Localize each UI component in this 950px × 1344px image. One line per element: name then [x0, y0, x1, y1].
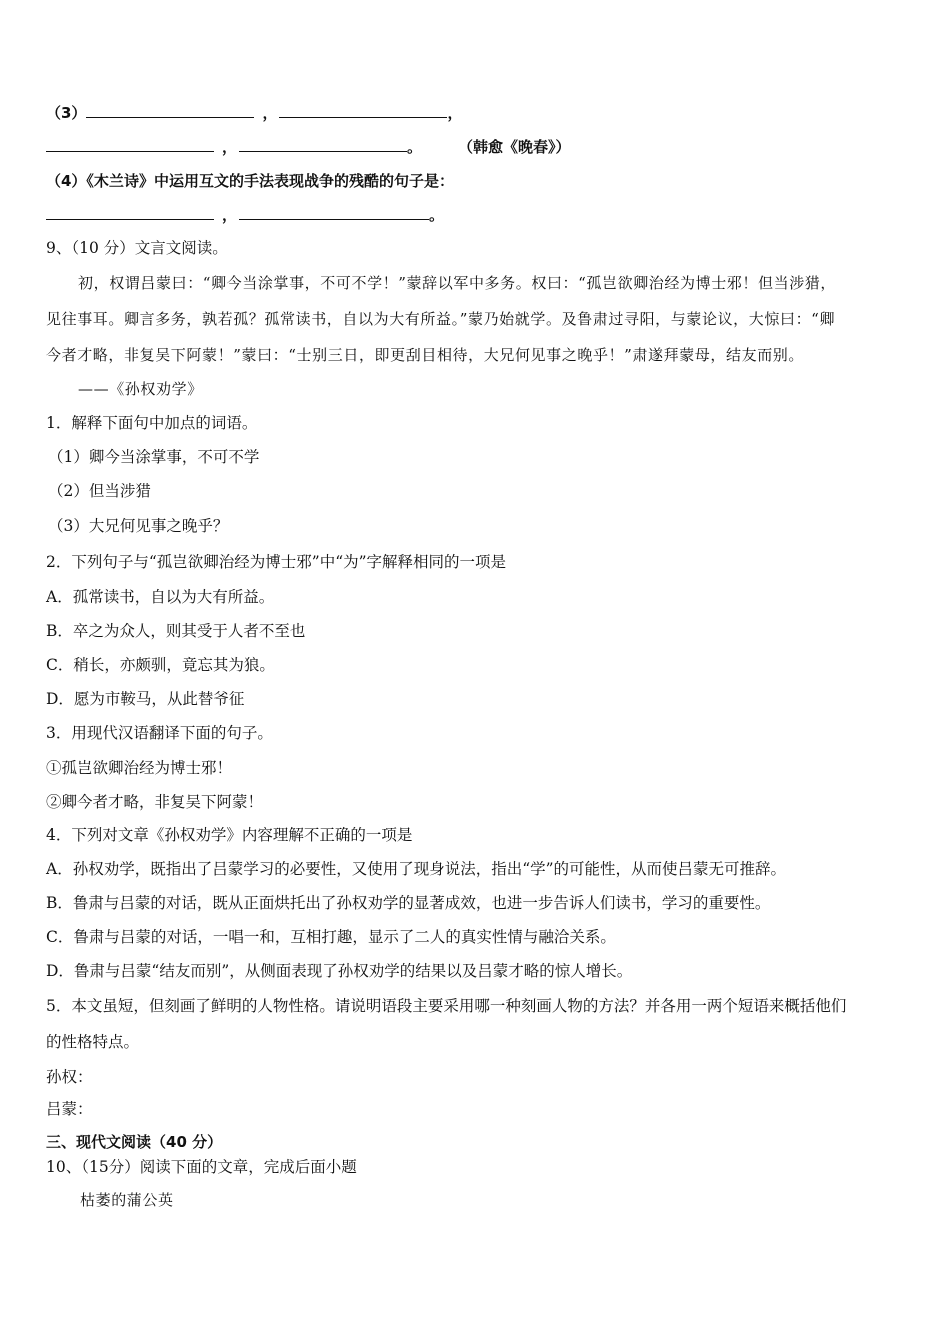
passage-source: ——《孙权劝学》 [78, 380, 203, 398]
q3-separator: ， [262, 104, 278, 122]
question-line: 4．下列对文章《孙权劝学》内容理解不正确的一项是 [46, 826, 413, 844]
question-line: 3．用现代汉语翻译下面的句子。 [46, 724, 273, 742]
passage-line: 初，权谓吕蒙曰：“卿今当涂掌事，不可不学！”蒙辞以军中多务。权曰：“孤岂欲卿治经为博士邪！但当涉猎， [78, 274, 837, 292]
question-line: （2）但当涉猎 [48, 482, 151, 500]
q4-separator: ， [222, 206, 238, 224]
section-title: 三、现代文阅读（40 分） [46, 1133, 223, 1151]
q3-source: （韩愈《晚春》） [458, 138, 571, 156]
option-line: B．卒之为众人，则其受于人者不至也 [46, 622, 306, 640]
q3-separator: ， [447, 104, 463, 122]
q3-separator: ， [222, 138, 238, 156]
answer-blank[interactable] [239, 137, 407, 152]
option-line: B．鲁肃与吕蒙的对话，既从正面烘托出了孙权劝学的显著成效，也进一步告诉人们读书，学习的重要性。 [46, 894, 771, 912]
question-line: ①孤岂欲卿治经为博士邪！ [46, 759, 233, 777]
q4-end: 。 [429, 206, 445, 224]
article-title: 枯萎的蒲公英 [80, 1191, 174, 1209]
q4-prompt: （4）《木兰诗》中运用互文的手法表现战争的残酷的句子是： [46, 172, 454, 190]
answer-blank[interactable] [46, 137, 214, 152]
question-line: 2．下列句子与“孤岂欲卿治经为博士邪”中“为”字解释相同的一项是 [46, 553, 507, 571]
q9-header: 9、（10 分）文言文阅读。 [46, 239, 228, 257]
option-line: A．孤常读书，自以为大有所益。 [46, 588, 275, 606]
q3-end: 。 [407, 138, 423, 156]
answer-blank[interactable] [239, 205, 429, 220]
option-line: D．鲁肃与吕蒙“结友而别”，从侧面表现了孙权劝学的结果以及吕蒙才略的惊人增长。 [46, 962, 633, 980]
q3-blank-line-1 [46, 103, 462, 123]
question-line: ②卿今者才略，非复吴下阿蒙！ [46, 793, 264, 811]
answer-blank[interactable] [86, 103, 254, 118]
q3-label: （3） [46, 104, 87, 122]
option-line: C．稍长，亦颇驯，竟忘其为狼。 [46, 656, 275, 674]
answer-label-sunquan: 孙权： [46, 1068, 93, 1086]
option-line: C．鲁肃与吕蒙的对话，一唱一和，互相打趣，显示了二人的真实性情与融洽关系。 [46, 928, 616, 946]
q10-header: 10、（15分）阅读下面的文章，完成后面小题 [46, 1158, 357, 1176]
question-line: （3）大兄何见事之晚乎？ [48, 517, 229, 535]
answer-blank[interactable] [279, 103, 447, 118]
question-line: 5．本文虽短，但刻画了鲜明的人物性格。请说明语段主要采用哪一种刻画人物的方法？并各用一两个短语来概括他们 [46, 997, 847, 1015]
q4-blank-line [46, 205, 444, 225]
passage-line: 今者才略，非复吴下阿蒙！”蒙曰：“士别三日，即更刮目相待，大兄何见事之晚乎！”肃遂拜蒙母，结友而别。 [46, 346, 805, 364]
passage-line: 见往事耳。卿言多务，孰若孤？孤常读书，自以为大有所益。”蒙乃始就学。及鲁肃过寻阳，与蒙论议，大惊曰：“卿 [46, 310, 836, 328]
answer-label-lvmeng: 吕蒙： [46, 1100, 93, 1118]
question-line: 的性格特点。 [46, 1033, 140, 1051]
question-line: 1．解释下面句中加点的词语。 [46, 414, 258, 432]
option-line: D．愿为市鞍马，从此替爷征 [46, 690, 245, 708]
option-line: A．孙权劝学，既指出了吕蒙学习的必要性，又使用了现身说法，指出“学”的可能性，从而使吕蒙无可推辞。 [46, 860, 787, 878]
question-line: （1）卿今当涂掌事，不可不学 [48, 448, 260, 466]
q3-blank-line-2 [46, 137, 571, 157]
answer-blank[interactable] [46, 205, 214, 220]
